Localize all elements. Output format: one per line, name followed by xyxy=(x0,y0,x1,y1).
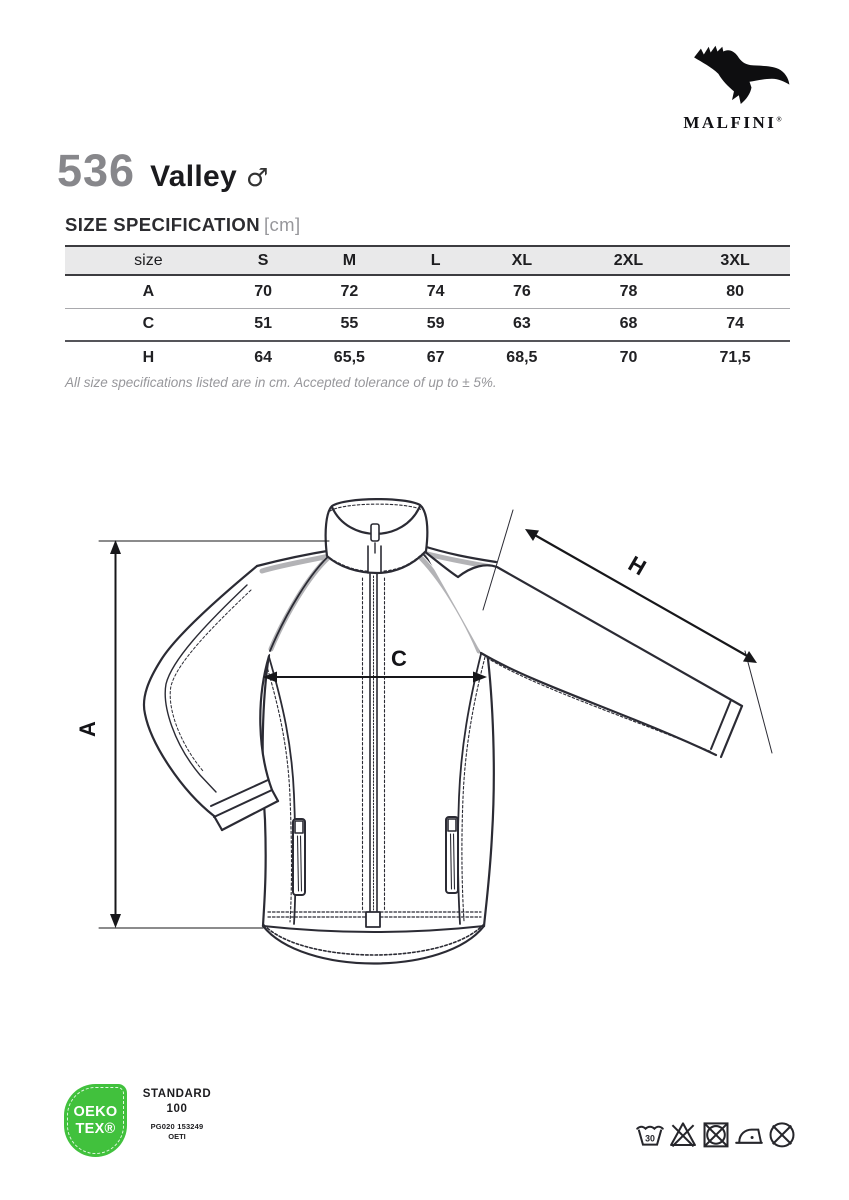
standard-label: STANDARD xyxy=(142,1088,212,1100)
cell: 68,5 xyxy=(506,349,538,366)
oeko-line2: TEX® xyxy=(75,1120,116,1137)
row-label-a: A xyxy=(142,282,155,300)
product-title xyxy=(57,145,269,196)
do-not-tumble-dry-icon xyxy=(701,1117,731,1151)
oekotex-certification xyxy=(64,1084,220,1157)
cell: 55 xyxy=(340,315,359,333)
iron-low-icon xyxy=(734,1117,764,1151)
brand-wordmark: MALFINI® xyxy=(683,113,782,132)
product-name: Valley xyxy=(150,160,237,193)
col-header-m: M xyxy=(342,251,357,269)
do-not-bleach-icon xyxy=(668,1117,698,1151)
cell: 63 xyxy=(512,315,531,333)
male-symbol-icon: ♂ xyxy=(245,163,269,192)
size-table-header xyxy=(65,246,790,275)
col-header-3xl: 3XL xyxy=(720,251,750,269)
cell: 72 xyxy=(340,282,359,300)
col-header-2xl: 2XL xyxy=(613,251,644,269)
oekotex-text xyxy=(134,1084,220,1157)
leaf-dashed-border xyxy=(67,1087,124,1154)
cell: 51 xyxy=(254,315,273,333)
measure-label-h: H xyxy=(624,550,651,581)
cell: 67 xyxy=(426,349,445,366)
unit-label: [cm] xyxy=(263,214,301,235)
measure-label-c: C xyxy=(391,646,407,671)
svg-text:30: 30 xyxy=(645,1133,655,1144)
col-header-size: size xyxy=(134,251,163,269)
left-pocket-zipper xyxy=(293,819,305,895)
registered-mark: ® xyxy=(776,115,782,124)
row-label-h: H xyxy=(142,349,155,366)
cell: 74 xyxy=(726,315,744,333)
oeko-line1: OEKO xyxy=(73,1104,118,1121)
table-row-h xyxy=(65,341,790,374)
brand-logo xyxy=(670,36,795,133)
cell: 80 xyxy=(726,282,744,300)
cell: 78 xyxy=(619,282,638,300)
cell: 71,5 xyxy=(719,349,751,366)
cell: 64 xyxy=(254,349,273,366)
cell: 59 xyxy=(426,315,445,333)
product-number: 536 xyxy=(57,145,136,196)
col-header-xl: XL xyxy=(511,251,533,269)
institute-label: OETI xyxy=(168,1131,186,1141)
cell: 76 xyxy=(512,282,531,300)
col-header-s: S xyxy=(257,251,269,269)
section-title: SIZE SPECIFICATION [cm] xyxy=(65,214,301,235)
oekotex-leaf-icon xyxy=(64,1084,127,1157)
standard-number: 100 xyxy=(166,1102,188,1115)
certificate-code: PG020 153249 xyxy=(150,1121,204,1131)
cell: 74 xyxy=(426,282,445,300)
right-pocket-zipper xyxy=(446,817,458,893)
cell: 65,5 xyxy=(333,349,365,366)
measure-label-a: A xyxy=(74,721,100,737)
falcon-logo-icon xyxy=(674,36,792,106)
table-row-c xyxy=(65,308,790,341)
care-symbols xyxy=(635,1117,797,1151)
do-not-dry-clean-icon xyxy=(767,1117,797,1151)
tolerance-note: All size specifications listed are in cm. Accepted tolerance of up to ± 5%. xyxy=(65,375,497,390)
table-row-a xyxy=(65,275,790,308)
wash-30-icon xyxy=(635,1117,665,1151)
col-header-l: L xyxy=(430,251,441,269)
row-label-c: C xyxy=(142,315,155,333)
size-table xyxy=(65,245,790,374)
cell: 68 xyxy=(619,315,638,333)
cell: 70 xyxy=(254,282,273,300)
jacket-technical-drawing xyxy=(80,470,800,990)
cell: 70 xyxy=(619,349,638,366)
